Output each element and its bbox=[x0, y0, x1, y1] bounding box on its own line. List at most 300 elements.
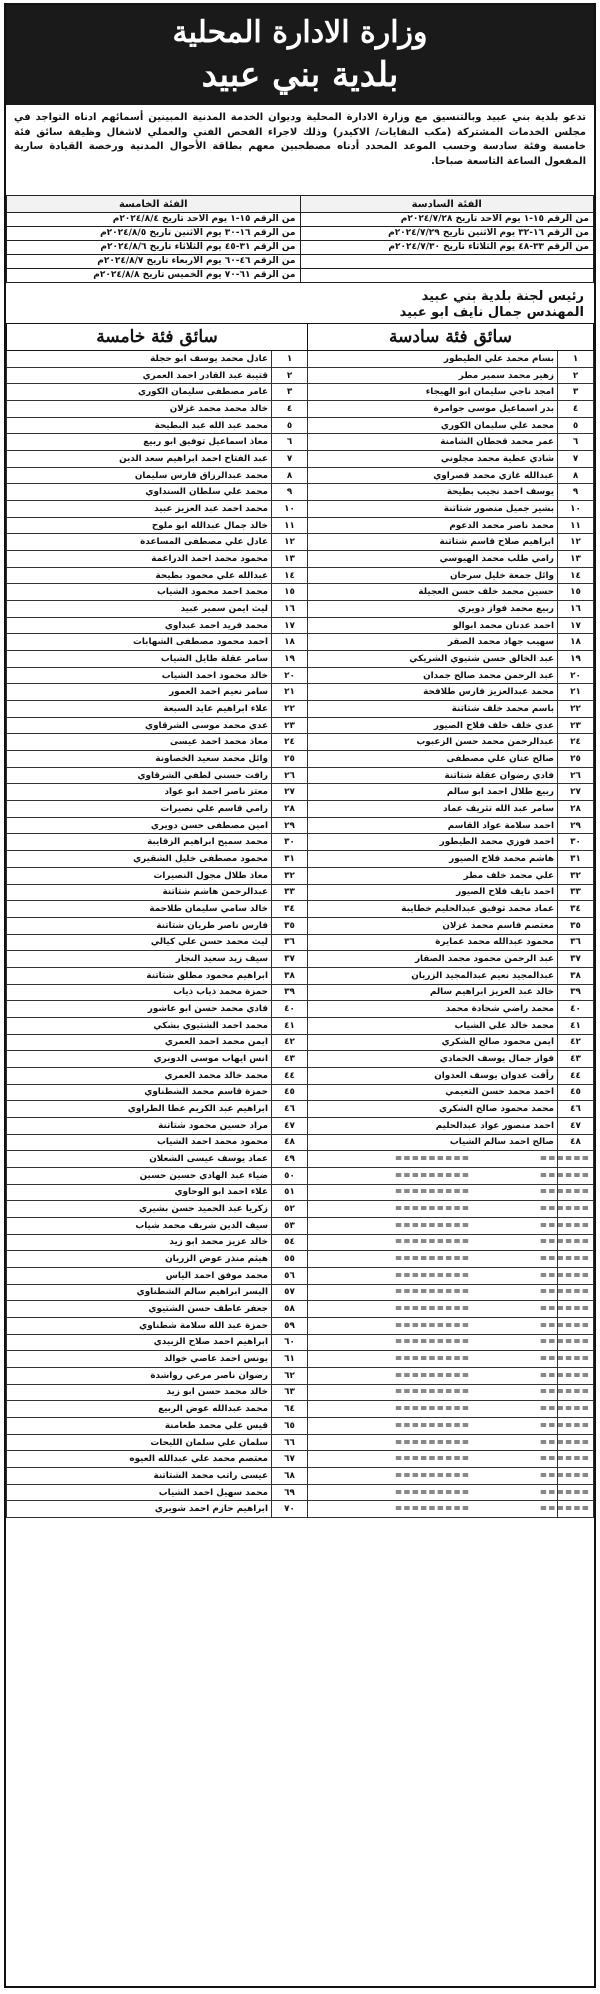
roster-row bbox=[7, 584, 594, 601]
sixth-number: ٨ bbox=[558, 467, 594, 484]
fifth-number: ٤٦ bbox=[272, 1101, 308, 1118]
sixth-placeholder-name: ========= bbox=[308, 1251, 558, 1268]
fifth-name: سامر عقلة طايل الشياب bbox=[7, 651, 272, 668]
sixth-number: ٣١ bbox=[558, 851, 594, 868]
sixth-placeholder-number: ====== bbox=[558, 1384, 594, 1401]
roster-row bbox=[7, 951, 594, 968]
roster-row bbox=[7, 801, 594, 818]
fifth-name: ابراهيم احمد صلاح الزبيدي bbox=[7, 1334, 272, 1351]
sixth-number: ٢٩ bbox=[558, 817, 594, 834]
sixth-name: عبدالله غازي محمد قصراوي bbox=[308, 467, 558, 484]
sixth-name: محمد خالد علي الشياب bbox=[308, 1017, 558, 1034]
fifth-name: معاذ طلال مجول النصيرات bbox=[7, 867, 272, 884]
fifth-number: ٤٤ bbox=[272, 1067, 308, 1084]
sixth-number: ١٩ bbox=[558, 651, 594, 668]
fifth-name: علاء احمد ابو الوحاوي bbox=[7, 1184, 272, 1201]
fifth-name: عادل علي مصطفى المساعدة bbox=[7, 534, 272, 551]
fifth-name: ابراهيم حازم احمد شويري bbox=[7, 1501, 272, 1518]
roster-row bbox=[7, 601, 594, 618]
fifth-name: معاذ محمد احمد عيسى bbox=[7, 734, 272, 751]
roster-row bbox=[7, 1134, 594, 1151]
sixth-name: احمد نايف فلاح الصيور bbox=[308, 884, 558, 901]
fifth-name: سيف الدين شريف محمد شياب bbox=[7, 1217, 272, 1234]
fifth-number: ٤٢ bbox=[272, 1034, 308, 1051]
fifth-name: ابراهيم محمود مطلق شتاتنة bbox=[7, 967, 272, 984]
sixth-name: عماد محمد توفيق عبدالحليم خطايبة bbox=[308, 901, 558, 918]
signature-role: رئيس لجنة بلدية بني عبيد bbox=[421, 289, 584, 304]
signature-block bbox=[6, 283, 594, 323]
roster-row bbox=[7, 784, 594, 801]
sixth-number: ٦ bbox=[558, 434, 594, 451]
sixth-name: محمد ناصر محمد الدعوم bbox=[308, 517, 558, 534]
sixth-name: محمد عبدالعزيز فارس طلافحة bbox=[308, 684, 558, 701]
sixth-name: عبد الرحمن محمد صالح جمدان bbox=[308, 667, 558, 684]
roster-row bbox=[7, 917, 594, 934]
sixth-number: ٤٧ bbox=[558, 1117, 594, 1134]
fifth-name: محمد فريد احمد عبداوي bbox=[7, 617, 272, 634]
sixth-number: ٢١ bbox=[558, 684, 594, 701]
fifth-number: ٣٧ bbox=[272, 951, 308, 968]
roster-row bbox=[7, 417, 594, 434]
roster-table bbox=[6, 323, 594, 1518]
sixth-number: ٣٤ bbox=[558, 901, 594, 918]
fifth-name: عبدالرحمن هاشم شتاتنة bbox=[7, 884, 272, 901]
sixth-placeholder-number: ====== bbox=[558, 1501, 594, 1518]
fifth-number: ٥٤ bbox=[272, 1234, 308, 1251]
fifth-number: ٥٥ bbox=[272, 1251, 308, 1268]
fifth-number: ٥ bbox=[272, 417, 308, 434]
fifth-name: رافت حسني لطفي الشرقاوي bbox=[7, 767, 272, 784]
fifth-name: معتصم محمد علي عبدالله العيوه bbox=[7, 1451, 272, 1468]
roster-row bbox=[7, 734, 594, 751]
fifth-name: خالد سامي سليمان طلاحمة bbox=[7, 901, 272, 918]
sixth-placeholder-number: ====== bbox=[558, 1451, 594, 1468]
roster-row bbox=[7, 567, 594, 584]
sixth-name: محمد علي سليمان الكوري bbox=[308, 417, 558, 434]
fifth-number: ٦٧ bbox=[272, 1451, 308, 1468]
roster-row bbox=[7, 651, 594, 668]
fifth-name: قتيبة عبد القادر احمد العمري bbox=[7, 367, 272, 384]
sixth-name: باسم محمد خلف شتاتنة bbox=[308, 701, 558, 718]
sixth-placeholder-number: ====== bbox=[558, 1401, 594, 1418]
sixth-name: معتصم قاسم محمد غزلان bbox=[308, 917, 558, 934]
fifth-number: ٦٥ bbox=[272, 1418, 308, 1435]
sixth-name: سامر عبد الله تثريف عماد bbox=[308, 801, 558, 818]
roster-row bbox=[7, 1301, 594, 1318]
fifth-name: عيسى راتب محمد الشتاتنة bbox=[7, 1468, 272, 1485]
sixth-name: عمر محمد قحطان الشامنة bbox=[308, 434, 558, 451]
fifth-name: محمد عبدالرزاق فارس سليمان bbox=[7, 467, 272, 484]
fifth-number: ٩ bbox=[272, 484, 308, 501]
sixth-placeholder-number: ====== bbox=[558, 1317, 594, 1334]
sixth-name: ربيع طلال احمد ابو سالم bbox=[308, 784, 558, 801]
sixth-number: ٣٠ bbox=[558, 834, 594, 851]
fifth-number: ٤٠ bbox=[272, 1001, 308, 1018]
fifth-name: معاذ اسماعيل توفيق ابو ربيع bbox=[7, 434, 272, 451]
sixth-name: امجد ناجي سليمان ابو الهيجاء bbox=[308, 384, 558, 401]
sixth-number: ١١ bbox=[558, 517, 594, 534]
fifth-number: ١١ bbox=[272, 517, 308, 534]
fifth-name: حمزة محمد ذياب ذياب bbox=[7, 984, 272, 1001]
fifth-number: ٣٠ bbox=[272, 834, 308, 851]
sixth-name: ايمن محمود صالح الشكري bbox=[308, 1034, 558, 1051]
roster-row bbox=[7, 867, 594, 884]
fifth-name: محمود مصطفى خليل الشقيري bbox=[7, 851, 272, 868]
schedule-row bbox=[7, 269, 594, 283]
sixth-placeholder-number: ====== bbox=[558, 1468, 594, 1485]
fifth-name: محمد احمد الشتيوي بشكي bbox=[7, 1017, 272, 1034]
fifth-number: ٦٦ bbox=[272, 1434, 308, 1451]
sixth-placeholder-number: ====== bbox=[558, 1367, 594, 1384]
fifth-name: محمد عبد الله عبد البطيحة bbox=[7, 417, 272, 434]
sixth-placeholder-name: ========= bbox=[308, 1217, 558, 1234]
sixth-number: ٤١ bbox=[558, 1017, 594, 1034]
roster-row bbox=[7, 1367, 594, 1384]
roster-row bbox=[7, 1101, 594, 1118]
sixth-name: صالح احمد سالم الشياب bbox=[308, 1134, 558, 1151]
fifth-name: ضياء عبد الهادي حسين حسين bbox=[7, 1167, 272, 1184]
fifth-number: ٣٨ bbox=[272, 967, 308, 984]
fifth-name: مراد حسين محمود شتاتنة bbox=[7, 1117, 272, 1134]
sixth-number: ١٢ bbox=[558, 534, 594, 551]
fifth-name: خالد جمال عبدالله ابو ملوح bbox=[7, 517, 272, 534]
fifth-number: ٧ bbox=[272, 451, 308, 468]
schedule-sixth-cell: من الرقم ١٥-١ يوم الاحد تاريخ ٢٠٢٤/٧/٢٨م bbox=[300, 213, 594, 227]
fifth-name: محمود محمد احمد الشياب bbox=[7, 1134, 272, 1151]
sixth-name: احمد فوزي محمد الطيطور bbox=[308, 834, 558, 851]
roster-row bbox=[7, 1051, 594, 1068]
fifth-number: ٤ bbox=[272, 401, 308, 418]
fifth-number: ٥٢ bbox=[272, 1201, 308, 1218]
sixth-placeholder-name: ========= bbox=[308, 1334, 558, 1351]
fifth-number: ١٨ bbox=[272, 634, 308, 651]
sixth-name: احمد محمد حسن التعيمي bbox=[308, 1084, 558, 1101]
municipality-title: بلدية بني عبيد bbox=[201, 55, 399, 95]
fifth-name: محمد احمد عبد العزيز عبيد bbox=[7, 501, 272, 518]
roster-row bbox=[7, 451, 594, 468]
sixth-name: سهيب جهاد محمد الصقر bbox=[308, 634, 558, 651]
roster-row bbox=[7, 484, 594, 501]
roster-row bbox=[7, 901, 594, 918]
sixth-name: احمد عدنان محمد ابوالو bbox=[308, 617, 558, 634]
sixth-name: فادي رضوان عقلة شتاتنة bbox=[308, 767, 558, 784]
fifth-name: رضوان ناصر مرعي رواشدة bbox=[7, 1367, 272, 1384]
fifth-number: ١٠ bbox=[272, 501, 308, 518]
sixth-placeholder-number: ====== bbox=[558, 1301, 594, 1318]
schedule-sixth-cell: من الرقم ١٦-٣٢ يوم الاثنين تاريخ ٢٠٢٤/٧/٢٩م bbox=[300, 227, 594, 241]
sixth-name: شادي عطية محمد مجلوني bbox=[308, 451, 558, 468]
sixth-number: ٢٢ bbox=[558, 701, 594, 718]
fifth-number: ٣٥ bbox=[272, 917, 308, 934]
sixth-placeholder-name: ========= bbox=[308, 1484, 558, 1501]
intro-paragraph: تدعو بلدية بني عبيد وبالتنسيق مع وزارة الادارة المحلية وديوان الخدمة المدنية المبينين أسمائهم ادناه التواجد في مجلس الخدمات المشتركة (مكب النفايات/ الاكيدر) وذلك لاجراء الفحص الفني والعملي لاشغال وظيفة سائق فئة خامسة وفئة سادسة وحسب الموعد المحدد أدناه مصطحبين معهم بطاقة الأحوال المدنية ورخصة القيادة سارية المفعول الساعة التاسعة صباحا. bbox=[14, 112, 586, 167]
sixth-name: محمد راضي شحادة محمد bbox=[308, 1001, 558, 1018]
fifth-name: سيف زيد سعيد النجار bbox=[7, 951, 272, 968]
fifth-number: ١٩ bbox=[272, 651, 308, 668]
roster-row bbox=[7, 351, 594, 368]
sixth-placeholder-name: ========= bbox=[308, 1284, 558, 1301]
sixth-number: ١٠ bbox=[558, 501, 594, 518]
roster-row bbox=[7, 467, 594, 484]
sixth-name: ربيع محمد فواز دويري bbox=[308, 601, 558, 618]
fifth-number: ٤٧ bbox=[272, 1117, 308, 1134]
fifth-name: محمود محمد احمد الدراغمة bbox=[7, 551, 272, 568]
roster-row bbox=[7, 834, 594, 851]
roster-row bbox=[7, 517, 594, 534]
roster-row bbox=[7, 934, 594, 951]
roster-row bbox=[7, 551, 594, 568]
roster-row bbox=[7, 1501, 594, 1518]
sixth-name: ابراهيم صلاح قاسم شتاتنة bbox=[308, 534, 558, 551]
roster-row bbox=[7, 617, 594, 634]
fifth-number: ٢٩ bbox=[272, 817, 308, 834]
fifth-number: ٥٩ bbox=[272, 1317, 308, 1334]
sixth-name: عبدالمجيد نعيم عبدالمجيد الزريان bbox=[308, 967, 558, 984]
roster-row bbox=[7, 1234, 594, 1251]
fifth-number: ٥١ bbox=[272, 1184, 308, 1201]
sixth-number: ٥ bbox=[558, 417, 594, 434]
fifth-number: ٤٨ bbox=[272, 1134, 308, 1151]
roster-row bbox=[7, 1184, 594, 1201]
fifth-number: ٧٠ bbox=[272, 1501, 308, 1518]
fifth-name: محمد خالد محمد العمري bbox=[7, 1067, 272, 1084]
fifth-name: محمد سميح ابراهيم الزقايبة bbox=[7, 834, 272, 851]
sixth-placeholder-name: ========= bbox=[308, 1151, 558, 1168]
roster-row bbox=[7, 1217, 594, 1234]
sixth-name: بدر اسماعيل موسى جوامرة bbox=[308, 401, 558, 418]
fifth-number: ٤٣ bbox=[272, 1051, 308, 1068]
sixth-number: ٢٥ bbox=[558, 751, 594, 768]
schedule-row bbox=[7, 213, 594, 227]
roster-row bbox=[7, 984, 594, 1001]
sixth-name: رامي طلب محمد الهيوسي bbox=[308, 551, 558, 568]
fifth-name: هيثم منذر عوض الزريان bbox=[7, 1251, 272, 1268]
sixth-name: خالد عبد العزيز ابراهيم سالم bbox=[308, 984, 558, 1001]
fifth-name: سلمان علي سلمان الليحات bbox=[7, 1434, 272, 1451]
fifth-name: فادي محمد حسن ابو عاشور bbox=[7, 1001, 272, 1018]
roster-row bbox=[7, 717, 594, 734]
sixth-number: ١٨ bbox=[558, 634, 594, 651]
fifth-name: جعفر عاطف حسن الشتيوي bbox=[7, 1301, 272, 1318]
fifth-name: عامر مصطفى سليمان الكوري bbox=[7, 384, 272, 401]
sixth-number: ٧ bbox=[558, 451, 594, 468]
fifth-number: ٥٠ bbox=[272, 1167, 308, 1184]
schedule-fifth-cell: من الرقم ٣١-٤٥ يوم الثلاثاء تاريخ ٢٠٢٤/٨/٦م bbox=[7, 241, 301, 255]
fifth-number: ٢٤ bbox=[272, 734, 308, 751]
roster-row bbox=[7, 1317, 594, 1334]
sixth-placeholder-name: ========= bbox=[308, 1418, 558, 1435]
roster-sixth-title: سائق فئة سادسة bbox=[308, 324, 594, 351]
schedule-sixth-cell bbox=[300, 269, 594, 283]
sixth-placeholder-name: ========= bbox=[308, 1301, 558, 1318]
fifth-number: ٣١ bbox=[272, 851, 308, 868]
fifth-number: ٣٣ bbox=[272, 884, 308, 901]
fifth-name: خالد محمود احمد الشياب bbox=[7, 667, 272, 684]
sixth-number: ١٦ bbox=[558, 601, 594, 618]
sixth-name: عدي خلف خلف فلاح الصيور bbox=[308, 717, 558, 734]
schedule-fifth-header: الفئة الخامسة bbox=[7, 196, 301, 213]
fifth-number: ٦ bbox=[272, 434, 308, 451]
sixth-name: بسام محمد علي الطيطور bbox=[308, 351, 558, 368]
sixth-number: ٤٦ bbox=[558, 1101, 594, 1118]
sixth-number: ٣ bbox=[558, 384, 594, 401]
fifth-name: اليسر ابراهيم سالم الشطناوي bbox=[7, 1284, 272, 1301]
fifth-name: محمد احمد محمود الشياب bbox=[7, 584, 272, 601]
fifth-number: ٢٥ bbox=[272, 751, 308, 768]
fifth-name: عادل محمد يوسف ابو حجلة bbox=[7, 351, 272, 368]
fifth-number: ٣ bbox=[272, 384, 308, 401]
sixth-number: ٩ bbox=[558, 484, 594, 501]
sixth-placeholder-name: ========= bbox=[308, 1184, 558, 1201]
roster-row bbox=[7, 1067, 594, 1084]
fifth-number: ٣٢ bbox=[272, 867, 308, 884]
sixth-number: ١٥ bbox=[558, 584, 594, 601]
fifth-name: محمد سهيل احمد الشياب bbox=[7, 1484, 272, 1501]
fifth-name: ايمن محمد احمد العمري bbox=[7, 1034, 272, 1051]
roster-row bbox=[7, 1267, 594, 1284]
fifth-number: ٢٢ bbox=[272, 701, 308, 718]
fifth-number: ٤٩ bbox=[272, 1151, 308, 1168]
roster-row bbox=[7, 1034, 594, 1051]
sixth-number: ٣٥ bbox=[558, 917, 594, 934]
sixth-number: ٤٥ bbox=[558, 1084, 594, 1101]
roster-row bbox=[7, 1201, 594, 1218]
roster-fifth-title: سائق فئة خامسة bbox=[7, 324, 308, 351]
sixth-number: ٢٠ bbox=[558, 667, 594, 684]
roster-row bbox=[7, 501, 594, 518]
sixth-placeholder-number: ====== bbox=[558, 1334, 594, 1351]
sixth-placeholder-number: ====== bbox=[558, 1151, 594, 1168]
schedule-row bbox=[7, 241, 594, 255]
sixth-placeholder-name: ========= bbox=[308, 1351, 558, 1368]
sixth-name: حسين محمد خلف حسن العجيلة bbox=[308, 584, 558, 601]
schedule-fifth-cell: من الرقم ١٥-١ يوم الاحد تاريخ ٢٠٢٤/٨/٤م bbox=[7, 213, 301, 227]
fifth-number: ٥٧ bbox=[272, 1284, 308, 1301]
sixth-placeholder-number: ====== bbox=[558, 1267, 594, 1284]
fifth-number: ١٢ bbox=[272, 534, 308, 551]
sixth-name: بشير جميل منصور شتاتنة bbox=[308, 501, 558, 518]
sixth-name: عبد الخالق حسن شتيوي الشريكي bbox=[308, 651, 558, 668]
fifth-number: ٦٠ bbox=[272, 1334, 308, 1351]
sixth-name: هاشم محمد فلاح الصيور bbox=[308, 851, 558, 868]
roster-row bbox=[7, 1117, 594, 1134]
fifth-number: ٤١ bbox=[272, 1017, 308, 1034]
sixth-number: ٢٣ bbox=[558, 717, 594, 734]
fifth-name: رامي قاسم علي نصيرات bbox=[7, 801, 272, 818]
sixth-number: ٣٢ bbox=[558, 867, 594, 884]
roster-row bbox=[7, 1151, 594, 1168]
sixth-placeholder-number: ====== bbox=[558, 1418, 594, 1435]
sixth-placeholder-number: ====== bbox=[558, 1201, 594, 1218]
roster-row bbox=[7, 751, 594, 768]
roster-row bbox=[7, 684, 594, 701]
roster-row bbox=[7, 1167, 594, 1184]
sixth-placeholder-number: ====== bbox=[558, 1284, 594, 1301]
fifth-name: ليث ايمن سمير عبيد bbox=[7, 601, 272, 618]
roster-row bbox=[7, 434, 594, 451]
sixth-placeholder-name: ========= bbox=[308, 1367, 558, 1384]
fifth-number: ١٥ bbox=[272, 584, 308, 601]
sixth-number: ٤ bbox=[558, 401, 594, 418]
sixth-placeholder-number: ====== bbox=[558, 1251, 594, 1268]
sixth-name: رأفت عدوان يوسف العدوان bbox=[308, 1067, 558, 1084]
fifth-name: عبدالله علي محمود بطيحة bbox=[7, 567, 272, 584]
roster-row bbox=[7, 1351, 594, 1368]
sixth-placeholder-name: ========= bbox=[308, 1451, 558, 1468]
fifth-number: ٢٨ bbox=[272, 801, 308, 818]
fifth-name: احمد محمود مصطفى الشهابات bbox=[7, 634, 272, 651]
sixth-name: احمد سلامة عواد القاسم bbox=[308, 817, 558, 834]
roster-row bbox=[7, 1418, 594, 1435]
fifth-name: خالد محمد حسن ابو زيد bbox=[7, 1384, 272, 1401]
fifth-name: عدي محمد موسى الشرقاوي bbox=[7, 717, 272, 734]
sixth-name: محمد محمود صالح الشكري bbox=[308, 1101, 558, 1118]
announcement-page bbox=[4, 3, 596, 1988]
roster-row bbox=[7, 851, 594, 868]
schedule-sixth-header: الفئة السادسة bbox=[300, 196, 594, 213]
fifth-name: امين مصطفى حسن دويري bbox=[7, 817, 272, 834]
sixth-placeholder-number: ====== bbox=[558, 1484, 594, 1501]
fifth-number: ٦٢ bbox=[272, 1367, 308, 1384]
roster-row bbox=[7, 967, 594, 984]
schedule-fifth-cell: من الرقم ٦١-٧٠ يوم الخميس تاريخ ٢٠٢٤/٨/٨م bbox=[7, 269, 301, 283]
roster-row bbox=[7, 1468, 594, 1485]
fifth-number: ٢٣ bbox=[272, 717, 308, 734]
sixth-placeholder-number: ====== bbox=[558, 1234, 594, 1251]
sixth-number: ٤٤ bbox=[558, 1067, 594, 1084]
ministry-title: وزارة الادارة المحلية bbox=[172, 15, 428, 50]
sixth-number: ٤٢ bbox=[558, 1034, 594, 1051]
roster-row bbox=[7, 1434, 594, 1451]
sixth-placeholder-number: ====== bbox=[558, 1184, 594, 1201]
roster-row bbox=[7, 1084, 594, 1101]
fifth-name: زكريا عبد الحميد حسن بشيري bbox=[7, 1201, 272, 1218]
roster-row bbox=[7, 884, 594, 901]
sixth-number: ٣٦ bbox=[558, 934, 594, 951]
sixth-name: محمود عبدالله محمد عمايرة bbox=[308, 934, 558, 951]
fifth-name: علاء ابراهيم عايد السبعة bbox=[7, 701, 272, 718]
fifth-name: وائل محمد سعيد الخصاونة bbox=[7, 751, 272, 768]
sixth-number: ٢ bbox=[558, 367, 594, 384]
fifth-name: ليث محمد حسن علي كيالي bbox=[7, 934, 272, 951]
fifth-name: عماد يوسف عيسى الشعلان bbox=[7, 1151, 272, 1168]
fifth-number: ٦٩ bbox=[272, 1484, 308, 1501]
fifth-number: ٢١ bbox=[272, 684, 308, 701]
header-banner bbox=[6, 5, 594, 105]
fifth-name: يونس احمد عاصي خوالد bbox=[7, 1351, 272, 1368]
roster-row bbox=[7, 1334, 594, 1351]
roster-row bbox=[7, 1484, 594, 1501]
fifth-number: ٣٦ bbox=[272, 934, 308, 951]
fifth-number: ٢٠ bbox=[272, 667, 308, 684]
sixth-number: ٢٧ bbox=[558, 784, 594, 801]
sixth-number: ٣٧ bbox=[558, 951, 594, 968]
sixth-name: زهير محمد سمير مطر bbox=[308, 367, 558, 384]
sixth-name: علي محمد خلف مطر bbox=[308, 867, 558, 884]
fifth-name: قيس علي محمد طعامنة bbox=[7, 1418, 272, 1435]
sixth-placeholder-number: ====== bbox=[558, 1217, 594, 1234]
fifth-name: خالد محمد محمد غزلان bbox=[7, 401, 272, 418]
fifth-number: ٦٤ bbox=[272, 1401, 308, 1418]
fifth-name: حمزة قاسم محمد الشطناوي bbox=[7, 1084, 272, 1101]
sixth-number: ٣٩ bbox=[558, 984, 594, 1001]
fifth-name: عبد الفتاح احمد ابراهيم سعد الدين bbox=[7, 451, 272, 468]
sixth-placeholder-name: ========= bbox=[308, 1468, 558, 1485]
sixth-number: ١٧ bbox=[558, 617, 594, 634]
roster-row bbox=[7, 817, 594, 834]
fifth-name: انس ايهاب موسى الدويري bbox=[7, 1051, 272, 1068]
schedule-row bbox=[7, 255, 594, 269]
